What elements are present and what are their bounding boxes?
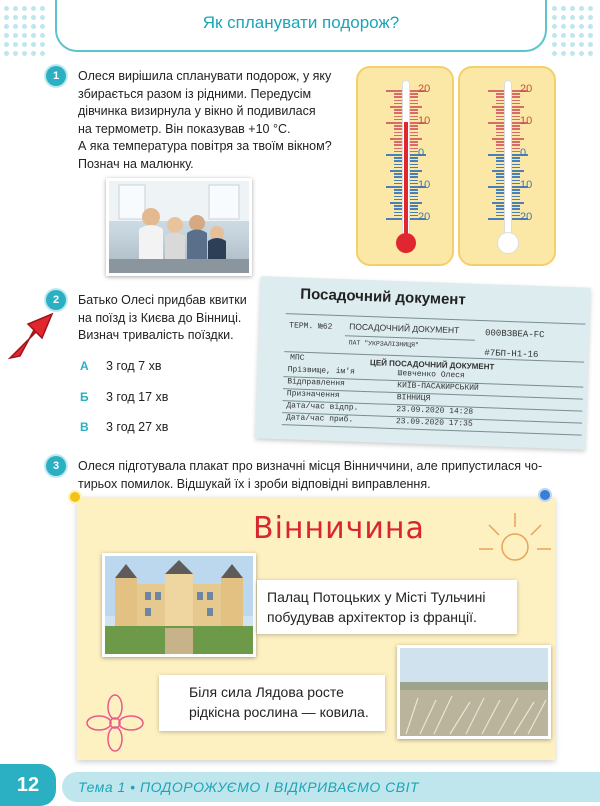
decor-dot <box>570 15 575 20</box>
decor-dot <box>4 24 9 29</box>
page-number: 12 <box>0 764 56 806</box>
thermometer-tick <box>496 151 504 153</box>
thermometer-label: 20 <box>418 211 431 223</box>
thermometer-tick <box>410 192 418 194</box>
decor-dot <box>40 24 45 29</box>
decor-dot <box>4 33 9 38</box>
task-1-line: на термометр. Він показував +10 °С. <box>78 121 291 136</box>
decor-dot <box>579 33 584 38</box>
thermometer-tick <box>496 167 504 169</box>
thermometer-tick <box>410 167 418 169</box>
thermometer-tick <box>512 138 524 140</box>
thermometer-tick <box>410 157 418 159</box>
decor-dot <box>40 42 45 47</box>
thermometer-tick <box>512 205 520 207</box>
thermometer-tick <box>496 116 504 118</box>
thermometer-tick <box>394 109 402 111</box>
decor-dot <box>588 6 593 11</box>
thermometer-tick <box>496 173 504 175</box>
decor-dot <box>579 15 584 20</box>
thermometer-tick <box>390 202 402 204</box>
thermometer-tick <box>512 208 520 210</box>
decor-dot <box>552 51 557 56</box>
task-2-line: Визнач тривалість поїздки. <box>78 328 234 342</box>
thermometer-tick <box>496 141 504 143</box>
thermometer-tick <box>492 202 504 204</box>
task-2-line: на поїзд із Києва до Вінниці. <box>78 310 242 325</box>
ticket-doc: ПОСАДОЧНИЙ ДОКУМЕНТ <box>349 321 460 336</box>
ticket-company: ПАТ "УКРЗАЛІЗНИЦЯ" <box>348 339 419 349</box>
task-1-line: Олеся вирішила спланувати подорож, у яку <box>78 69 332 83</box>
thermometer-tick <box>410 138 422 140</box>
thermometer-tick <box>394 192 402 194</box>
thermometer-tick <box>496 125 504 127</box>
thermometer-tick <box>512 192 520 194</box>
task-2-number: 2 <box>46 290 66 310</box>
thermometer-tick <box>410 173 418 175</box>
thermometer-label: 20 <box>520 211 533 223</box>
thermometer-tick <box>512 196 520 198</box>
thermometer-tick <box>390 106 402 108</box>
thermometer-tick <box>496 103 504 105</box>
thermometer-tick <box>512 167 520 169</box>
thermometer-tick <box>512 93 520 95</box>
thermometer-tick <box>496 157 504 159</box>
thermometer-tick <box>410 148 418 150</box>
thermometer-tick <box>512 128 520 130</box>
thermometer-tick <box>496 183 504 185</box>
thermometer-tick <box>394 164 402 166</box>
thermometer-tick <box>410 103 418 105</box>
thermometer-tick <box>496 119 504 121</box>
thermometer-tick <box>410 144 418 146</box>
thermometer-tick <box>410 180 418 182</box>
card-2-line: рідкісна рослина — ковила. <box>189 704 369 720</box>
thermometer-tick <box>394 144 402 146</box>
decor-dot <box>579 24 584 29</box>
thermometer-tick <box>410 132 418 134</box>
thermometer-tick <box>512 135 520 137</box>
thermometer-tick <box>512 173 520 175</box>
thermometer-tick <box>496 176 504 178</box>
thermometer-tick <box>410 176 418 178</box>
thermometer-tick <box>394 100 402 102</box>
thermometer-tick <box>394 189 402 191</box>
ticket-row-value: КИЇВ-ПАСАЖИРСЬКИЙ <box>397 381 479 393</box>
task-1-text <box>78 68 358 173</box>
thermometer-tick <box>394 173 402 175</box>
poster-card-1 <box>257 580 517 634</box>
thermometer-tick <box>394 208 402 210</box>
thermometer-tick <box>390 138 402 140</box>
task-1-line: дівчинка визирнула у вікно й подивилася <box>78 104 316 118</box>
thermometer-tick <box>512 148 520 150</box>
thermometer-tick <box>496 164 504 166</box>
poster-title: Вінничина <box>253 511 425 546</box>
thermometer-tick <box>394 205 402 207</box>
decor-dot <box>552 24 557 29</box>
thermometer-tick <box>394 141 402 143</box>
thermometer-tick <box>394 96 402 98</box>
train-ticket <box>255 276 590 449</box>
thermometer-tick <box>512 164 520 166</box>
thermometer-tick <box>496 180 504 182</box>
family-photo <box>106 178 252 276</box>
thermometer-tick <box>410 100 418 102</box>
decor-dot <box>13 6 18 11</box>
decor-dot <box>552 6 557 11</box>
task-3-line: тирьох помилок. Відшукай їх і зроби відповідні виправлення. <box>78 476 431 491</box>
decor-dot <box>570 33 575 38</box>
task-1-line: Познач на малюнку. <box>78 156 194 171</box>
thermometer-tick <box>390 170 402 172</box>
decor-dot <box>570 6 575 11</box>
thermometer-tick <box>512 170 524 172</box>
thermometer-tick <box>410 183 418 185</box>
thermometer-tick <box>394 112 402 114</box>
ticket-row-label: Дата/час приб. <box>285 413 354 425</box>
ticket-row-value: ВІННИЦЯ <box>396 393 431 404</box>
thermometer-tick <box>512 189 520 191</box>
ticket-row-label: Прізвище, ім'я <box>287 365 356 377</box>
decor-dot <box>22 51 27 56</box>
thermometer-tick <box>386 186 402 188</box>
thermometer-tick <box>410 135 418 137</box>
decor-dot <box>570 24 575 29</box>
thermometer-tick <box>410 202 422 204</box>
decor-dot <box>31 24 36 29</box>
ticket-code-2: #7БП-Н1-16 <box>484 348 539 361</box>
thermometer-tick <box>394 119 402 121</box>
thermometer-tick <box>512 144 520 146</box>
family-photo-illustration <box>109 181 249 273</box>
thermometer-tick <box>394 183 402 185</box>
thermometer-tick <box>410 160 418 162</box>
task-3-text <box>78 458 558 493</box>
feather-grass-photo <box>397 645 551 739</box>
task-1-number: 1 <box>46 66 66 86</box>
thermometer-label: 20 <box>520 83 533 95</box>
thermometer-tick <box>492 106 504 108</box>
thermometer-tick <box>512 141 520 143</box>
thermometer-tick <box>496 128 504 130</box>
vinnytsia-poster <box>77 497 555 760</box>
ticket-row-label: Дата/час відпр. <box>286 401 359 413</box>
ticket-mps: МПС <box>289 353 305 363</box>
thermometer-tick <box>410 170 422 172</box>
thermometer-tick <box>410 199 418 201</box>
option-text: 3 год 17 хв <box>106 390 169 404</box>
top-left-dots <box>0 0 56 40</box>
potocki-palace-photo <box>102 553 256 657</box>
decor-dot <box>588 15 593 20</box>
ticket-is-label: ЦЕЙ ПОСАДОЧНИЙ ДОКУМЕНТ <box>369 358 495 372</box>
title-box <box>55 0 547 52</box>
thermometer-tick <box>512 109 520 111</box>
thermometer-tick <box>512 215 520 217</box>
flower-doodle-icon <box>85 693 145 753</box>
thermometer-tick <box>410 93 418 95</box>
decor-dot <box>561 15 566 20</box>
thermometer-tick <box>492 138 504 140</box>
thermometer-tick <box>410 151 418 153</box>
thermometer-tick <box>488 218 504 220</box>
option-letter: В <box>80 420 89 434</box>
thermometer-2[interactable] <box>458 66 556 266</box>
decor-dot <box>22 33 27 38</box>
decor-dot <box>31 51 36 56</box>
decor-dot <box>22 42 27 47</box>
thermometer-tick <box>488 90 504 92</box>
thermometer-tick <box>496 215 504 217</box>
decor-dot <box>31 42 36 47</box>
thermometer-tick <box>496 100 504 102</box>
thermometer-tick <box>410 116 418 118</box>
thermometer-tick <box>410 112 418 114</box>
footer <box>0 764 600 806</box>
thermometer-tick <box>386 218 402 220</box>
decor-dot <box>561 24 566 29</box>
thermometer-label: 10 <box>418 179 431 191</box>
thermometer-tick <box>386 90 402 92</box>
decor-dot <box>579 51 584 56</box>
ticket-row-value: 23.09.2020 17:35 <box>395 417 473 429</box>
decor-dot <box>4 15 9 20</box>
thermometer-tick <box>394 196 402 198</box>
decor-dot <box>40 33 45 38</box>
page-title: Як спланувати подорож? <box>202 13 400 32</box>
pointer-arrow-icon <box>6 310 56 362</box>
decor-dot <box>579 6 584 11</box>
ticket-row-value: Шевченко Олеся <box>397 369 465 381</box>
yellow-pin-icon <box>70 492 80 502</box>
thermometer-tick <box>496 199 504 201</box>
decor-dot <box>22 6 27 11</box>
blue-pin-icon <box>540 490 550 500</box>
thermometer-tick <box>410 119 418 121</box>
thermometer-tick <box>496 144 504 146</box>
thermometer-tick <box>496 160 504 162</box>
thermometer-tick <box>512 199 520 201</box>
thermometer-tick <box>512 180 520 182</box>
thermometer-tick <box>496 132 504 134</box>
task-3-number: 3 <box>46 456 66 476</box>
sun-doodle-icon <box>475 507 555 567</box>
decor-dot <box>31 33 36 38</box>
decor-dot <box>22 15 27 20</box>
decor-dot <box>570 42 575 47</box>
ticket-row-label: Призначення <box>286 389 340 401</box>
thermometer-tick <box>394 148 402 150</box>
decor-dot <box>13 42 18 47</box>
thermometer-tick <box>410 141 418 143</box>
decor-dot <box>13 15 18 20</box>
thermometer-tick <box>512 112 520 114</box>
thermometer-tick <box>394 199 402 201</box>
decor-dot <box>40 51 45 56</box>
footer-topic: Тема 1 • ПОДОРОЖУЄМО І ВІДКРИВАЄМО СВІТ <box>78 779 420 795</box>
decor-dot <box>40 15 45 20</box>
thermometer-tick <box>410 128 418 130</box>
thermometer-tick <box>496 93 504 95</box>
thermometer-tick <box>488 186 504 188</box>
thermometer-tick <box>512 96 520 98</box>
thermometer-bulb <box>396 233 416 253</box>
decor-dot <box>570 51 575 56</box>
thermometer-tick <box>386 122 402 124</box>
thermometer-tick <box>496 135 504 137</box>
thermometer-tick <box>496 212 504 214</box>
ticket-term: ТЕРМ. №62 <box>289 321 333 332</box>
thermometer-label: 0 <box>418 147 425 159</box>
thermometer-1[interactable] <box>356 66 454 266</box>
decor-dot <box>588 33 593 38</box>
decor-dot <box>22 24 27 29</box>
decor-dot <box>4 42 9 47</box>
thermometer-tick <box>512 103 520 105</box>
thermometer-tick <box>394 132 402 134</box>
thermometer-tick <box>410 196 418 198</box>
thermometer-tick <box>512 160 520 162</box>
decor-dot <box>579 42 584 47</box>
thermometer-tick <box>394 215 402 217</box>
decor-dot <box>13 33 18 38</box>
thermometer-tick <box>410 109 418 111</box>
decor-dot <box>588 24 593 29</box>
top-right-dots <box>548 0 600 40</box>
thermometer-label: 10 <box>520 115 533 127</box>
thermometer-tick <box>488 154 504 156</box>
thermometer-tick <box>512 151 520 153</box>
poster-card-2 <box>159 675 385 731</box>
thermometer-tick <box>394 93 402 95</box>
thermometer-label: 10 <box>520 179 533 191</box>
thermometer-tick <box>394 180 402 182</box>
task-2-text <box>78 292 268 345</box>
thermometer-label: 20 <box>418 83 431 95</box>
thermometer-tick <box>394 116 402 118</box>
card-1-line: побудував архітектор із франції. <box>267 609 477 625</box>
ticket-code-1: 000ВЗВЕА-FC <box>484 328 545 341</box>
decor-dot <box>552 33 557 38</box>
decor-dot <box>40 6 45 11</box>
thermometer-tick <box>410 106 422 108</box>
thermometer-tick <box>512 125 520 127</box>
thermometer-label: 0 <box>520 147 527 159</box>
thermometer-tick <box>410 208 418 210</box>
decor-dot <box>4 51 9 56</box>
decor-dot <box>31 15 36 20</box>
thermometer-tick <box>512 176 520 178</box>
thermometer-tick <box>496 148 504 150</box>
option-letter: Б <box>80 390 89 404</box>
thermometer-tick <box>410 215 418 217</box>
option-text: 3 год 27 хв <box>106 420 169 434</box>
thermometer-label: 10 <box>418 115 431 127</box>
decor-dot <box>552 15 557 20</box>
thermometer-tick <box>394 128 402 130</box>
decor-dot <box>4 6 9 11</box>
card-2-line: Біля сила Лядова росте <box>189 684 344 700</box>
decor-dot <box>561 33 566 38</box>
thermometer-tick <box>512 119 520 121</box>
thermometer-tick <box>512 100 520 102</box>
thermometer-tick <box>512 106 524 108</box>
decor-dot <box>588 51 593 56</box>
thermometer-tick <box>394 103 402 105</box>
thermometer-tick <box>410 205 418 207</box>
thermometer-mercury <box>404 122 408 240</box>
thermometer-tick <box>394 167 402 169</box>
decor-dot <box>561 6 566 11</box>
thermometer-tick <box>410 125 418 127</box>
thermometer-tick <box>394 125 402 127</box>
thermometer-tick <box>496 196 504 198</box>
thermometer-tube <box>504 80 512 240</box>
thermometer-tick <box>394 160 402 162</box>
thermometer-tick <box>512 202 524 204</box>
thermometer-tick <box>512 183 520 185</box>
thermometer-tick <box>496 208 504 210</box>
thermometer-tick <box>488 122 504 124</box>
thermometer-tick <box>496 205 504 207</box>
task-2-line: Батько Олесі придбав квитки <box>78 293 247 307</box>
decor-dot <box>13 51 18 56</box>
ticket-heading: Посадочний документ <box>300 285 467 309</box>
thermometer-tick <box>512 212 520 214</box>
thermometer-tick <box>394 135 402 137</box>
thermometer-tick <box>410 164 418 166</box>
decor-dot <box>13 24 18 29</box>
thermometer-tick <box>410 212 418 214</box>
ticket-row-label: Відправлення <box>287 377 345 389</box>
thermometer-tick <box>394 176 402 178</box>
thermometer-tick <box>394 157 402 159</box>
card-1-line: Палац Потоцьких у Місті Тульчині <box>267 589 486 605</box>
thermometer-bulb <box>498 233 518 253</box>
thermometer-tick <box>496 189 504 191</box>
thermometer-tick <box>394 212 402 214</box>
task-1-line: А яка температура повітря за твоїм вікном? <box>78 139 332 153</box>
decor-dot <box>561 42 566 47</box>
thermometer-tick <box>512 157 520 159</box>
option-text: 3 год 7 хв <box>106 359 162 373</box>
thermometer-tick <box>410 189 418 191</box>
option-letter: А <box>80 359 89 373</box>
decor-dot <box>31 6 36 11</box>
thermometer-tick <box>394 151 402 153</box>
thermometer-tick <box>512 116 520 118</box>
thermometer-tick <box>496 192 504 194</box>
decor-dot <box>552 42 557 47</box>
thermometer-tick <box>410 96 418 98</box>
thermometer-tick <box>492 170 504 172</box>
palace-illustration <box>105 556 253 654</box>
thermometer-tick <box>512 132 520 134</box>
task-3-line: Олеся підготувала плакат про визначні місця Вінниччини, але припустилася чо- <box>78 459 543 473</box>
steppe-illustration <box>400 648 548 736</box>
task-1-line: збирається разом із рідними. Передусім <box>78 86 312 101</box>
ticket-row-value: 23.09.2020 14:28 <box>396 405 474 417</box>
decor-dot <box>561 51 566 56</box>
thermometer-tick <box>496 109 504 111</box>
thermometer-tick <box>386 154 402 156</box>
decor-dot <box>588 42 593 47</box>
thermometer-tick <box>496 96 504 98</box>
thermometer-tick <box>496 112 504 114</box>
